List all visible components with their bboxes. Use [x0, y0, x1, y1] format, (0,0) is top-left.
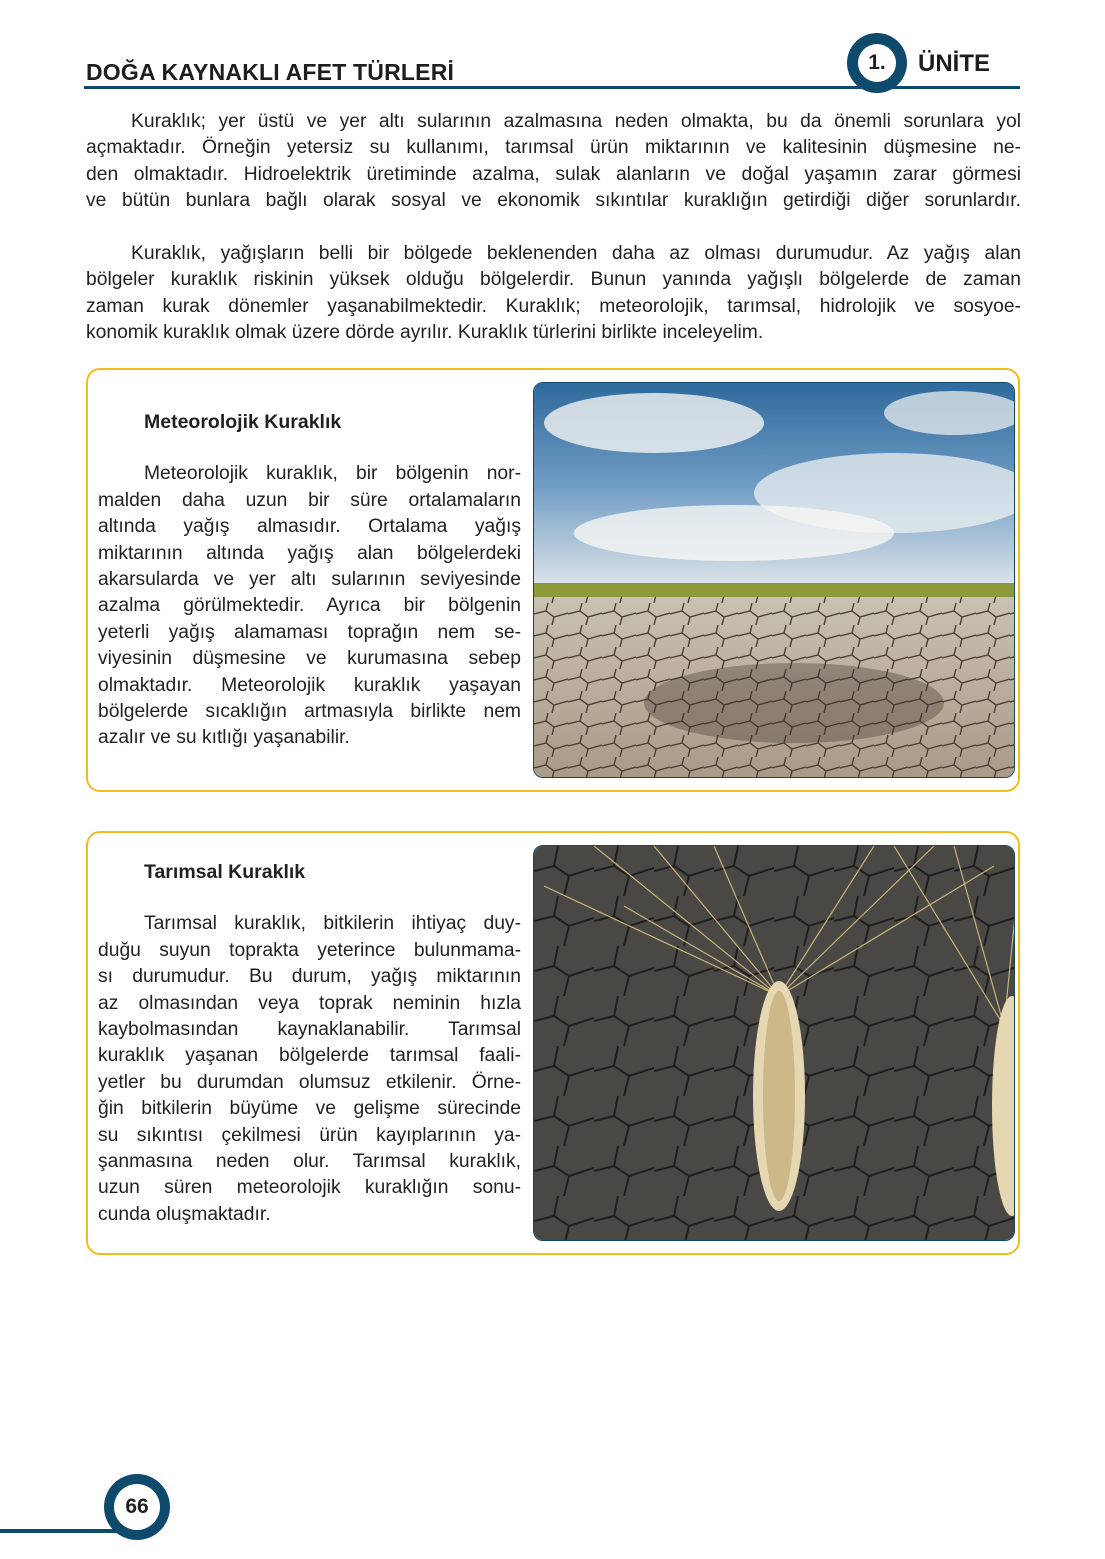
- text-line: ve bütün bunlara bağlı olarak sosyal ve ekonomik sıkıntılar kuraklığın getirdiği diğer sorunlardır.: [86, 190, 1021, 212]
- text-line: akarsularda ve yer altı sularının seviyesinde: [98, 569, 521, 591]
- text-line: kuraklık yaşanan bölgelerde tarımsal faali-: [98, 1045, 521, 1067]
- text-line: Meteorolojik kuraklık, bir bölgenin nor-: [144, 463, 521, 485]
- intro-paragraph-2: [86, 241, 1021, 347]
- section-heading: Meteorolojik Kuraklık: [144, 411, 342, 433]
- text-line: az olmasından veya toprak neminin hızla: [98, 992, 521, 1014]
- text-line: azalma görülmektedir. Ayrıca bir bölgenin: [98, 595, 521, 617]
- text-line: sı durumudur. Bu durum, yağış miktarının: [98, 966, 521, 988]
- text-line: yetler bu durumdan olumsuz etkilenir. Örne-: [98, 1071, 521, 1093]
- section-heading: Tarımsal Kuraklık: [144, 861, 306, 883]
- text-line: şanmasına neden olur. Tarımsal kuraklık,: [98, 1151, 521, 1173]
- text-line: açmaktadır. Örneğin yetersiz su kullanımı, tarımsal ürün miktarının ve kalitesinin düşmesine ne-: [86, 137, 1021, 159]
- agricultural-drought-text: [98, 859, 521, 1228]
- text-line: den olmaktadır. Hidroelektrik üretiminde azalma, sulak alanların ve doğal yaşamın zarar görmesi: [86, 163, 1021, 185]
- text-line: viyesinin düşmesine ve kurumasına sebep: [98, 648, 521, 670]
- text-line: azalır ve su kıtlığı yaşanabilir.: [98, 727, 350, 749]
- text-line: bölgeler kuraklık riskinin yüksek olduğu bölgelerdir. Bunun yanında yağışlı bölgelerde de zaman: [86, 269, 1021, 291]
- cracked-earth-photo: [533, 382, 1015, 778]
- meteorological-drought-text: [98, 409, 521, 752]
- text-line: ğin bitkilerin büyüme ve gelişme sürecinde: [98, 1098, 521, 1120]
- text-line: cunda oluşmaktadır.: [98, 1203, 271, 1225]
- text-line: Kuraklık; yer üstü ve yer altı sularının azalmasına neden olmakta, bu da önemli sorunlara yol: [131, 111, 1021, 132]
- text-line: zaman kurak dönemler yaşanabilmektedir. Kuraklık; meteorolojik, tarımsal, hidrolojik ve sosyoe-: [86, 295, 1021, 317]
- text-line: yeterli yağış alamaması toprağın nem se-: [98, 621, 521, 643]
- intro-paragraph-1: [86, 109, 1021, 215]
- text-line: miktarının altında yağış alan bölgelerdeki: [98, 542, 521, 564]
- unit-label: ÜNİTE: [918, 50, 990, 77]
- page-title: DOĞA KAYNAKLI AFET TÜRLERİ: [86, 59, 455, 85]
- footer-line: [0, 1529, 130, 1533]
- text-line: bölgelerde sıcaklığın artmasıyla birlikte nem: [98, 701, 521, 723]
- text-line: kaybolmasından kaynaklanabilir. Tarımsal: [98, 1019, 521, 1041]
- text-line: malden daha uzun bir süre ortalamaların: [98, 489, 521, 511]
- text-line: uzun süren meteorolojik kuraklığın sonu-: [98, 1177, 521, 1199]
- text-line: Tarımsal kuraklık, bitkilerin ihtiyaç duy-: [144, 913, 521, 935]
- text-line: duğu suyun toprakta yeterince bulunmama-: [98, 939, 521, 961]
- text-line: konomik kuraklık olmak üzere dörde ayrılır. Kuraklık türlerini birlikte inceleyelim.: [86, 322, 764, 344]
- page-number: 66: [114, 1484, 160, 1530]
- unit-number: 1.: [858, 44, 896, 82]
- text-line: su sıkıntısı çekilmesi ürün kayıplarının ya-: [98, 1124, 521, 1146]
- wheat-on-dry-soil-photo: [533, 845, 1015, 1241]
- text-line: Kuraklık, yağışların belli bir bölgede beklenenden daha az olması durumudur. Az yağış alan: [131, 243, 1021, 264]
- text-line: altında yağış almasıdır. Ortalama yağış: [98, 516, 521, 538]
- text-line: olmaktadır. Meteorolojik kuraklık yaşayan: [98, 674, 521, 696]
